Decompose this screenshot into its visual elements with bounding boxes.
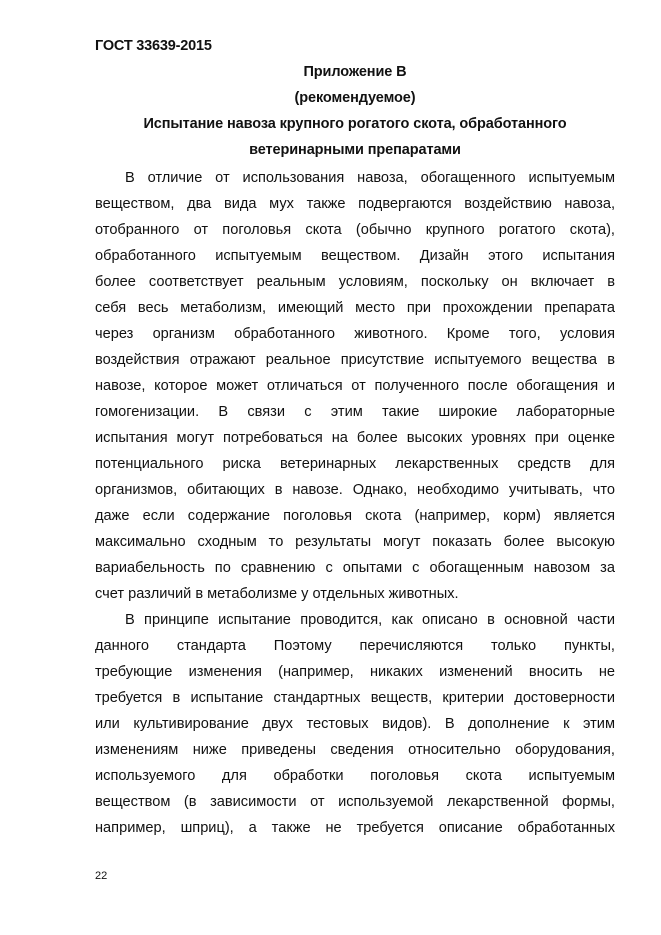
text-line: навозе, которое может отличаться от полученного после обогащения и bbox=[95, 378, 615, 394]
text-line: более соответствует реальным условиям, поскольку он включает в bbox=[95, 274, 615, 290]
paragraph-2 bbox=[95, 607, 615, 841]
text-line: испытания могут потребоваться на более высоких уровнях при оценке bbox=[95, 430, 615, 446]
annex-title: Приложение В bbox=[303, 64, 407, 80]
document-code: ГОСТ 33639-2015 bbox=[95, 38, 212, 54]
body-text bbox=[95, 165, 615, 841]
text-line: максимально сходным то результаты могут показать более высокую bbox=[95, 534, 615, 550]
annex-heading-line-2: ветеринарными препаратами bbox=[249, 142, 461, 158]
text-line: В отличие от использования навоза, обогащенного испытуемым bbox=[125, 170, 615, 186]
text-line: потенциального риска ветеринарных лекарственных средств для bbox=[95, 456, 615, 472]
text-line: воздействия отражают реальное присутствие испытуемого вещества в bbox=[95, 352, 615, 368]
text-line: изменениям ниже приведены сведения относительно оборудования, bbox=[95, 742, 615, 758]
page-number: 22 bbox=[95, 870, 108, 882]
text-line: В принципе испытание проводится, как описано в основной части bbox=[125, 612, 615, 628]
text-line: или культивирование двух тестовых видов). В дополнение к этим bbox=[95, 716, 615, 732]
text-line: используемого для обработки поголовья скота испытуемым bbox=[95, 768, 615, 784]
annex-status: (рекомендуемое) bbox=[294, 90, 416, 106]
text-line: веществом (в зависимости от используемой лекарственной формы, bbox=[95, 794, 615, 810]
text-line: через организм обработанного животного. Кроме того, условия bbox=[95, 326, 615, 342]
text-line: даже если содержание поголовья скота (например, корм) является bbox=[95, 508, 615, 524]
text-line: счет различий в метаболизме у отдельных животных. bbox=[95, 586, 459, 602]
paragraph-1 bbox=[95, 165, 615, 607]
text-line: гомогенизации. В связи с этим такие широкие лабораторные bbox=[95, 404, 615, 420]
text-line: требующие изменения (например, никаких изменений вносить не bbox=[95, 664, 615, 680]
text-line: себя весь метаболизм, имеющий место при прохождении препарата bbox=[95, 300, 615, 316]
text-line: например, шприц), а также не требуется описание обработанных bbox=[95, 820, 615, 836]
text-line: обработанного испытуемым веществом. Дизайн этого испытания bbox=[95, 248, 615, 264]
text-line: организмов, обитающих в навозе. Однако, необходимо учитывать, что bbox=[95, 482, 615, 498]
text-line: вариабельность по сравнению с опытами с обогащенным навозом за bbox=[95, 560, 615, 576]
text-line: данного стандарта Поэтому перечисляются только пункты, bbox=[95, 638, 615, 654]
text-line: веществом, два вида мух также подвергаются воздействию навоза, bbox=[95, 196, 615, 212]
text-line: требуется в испытание стандартных веществ, критерии достоверности bbox=[95, 690, 615, 706]
text-line: отобранного от поголовья скота (обычно крупного рогатого скота), bbox=[95, 222, 615, 238]
annex-heading-line-1: Испытание навоза крупного рогатого скота, обработанного bbox=[143, 116, 567, 132]
